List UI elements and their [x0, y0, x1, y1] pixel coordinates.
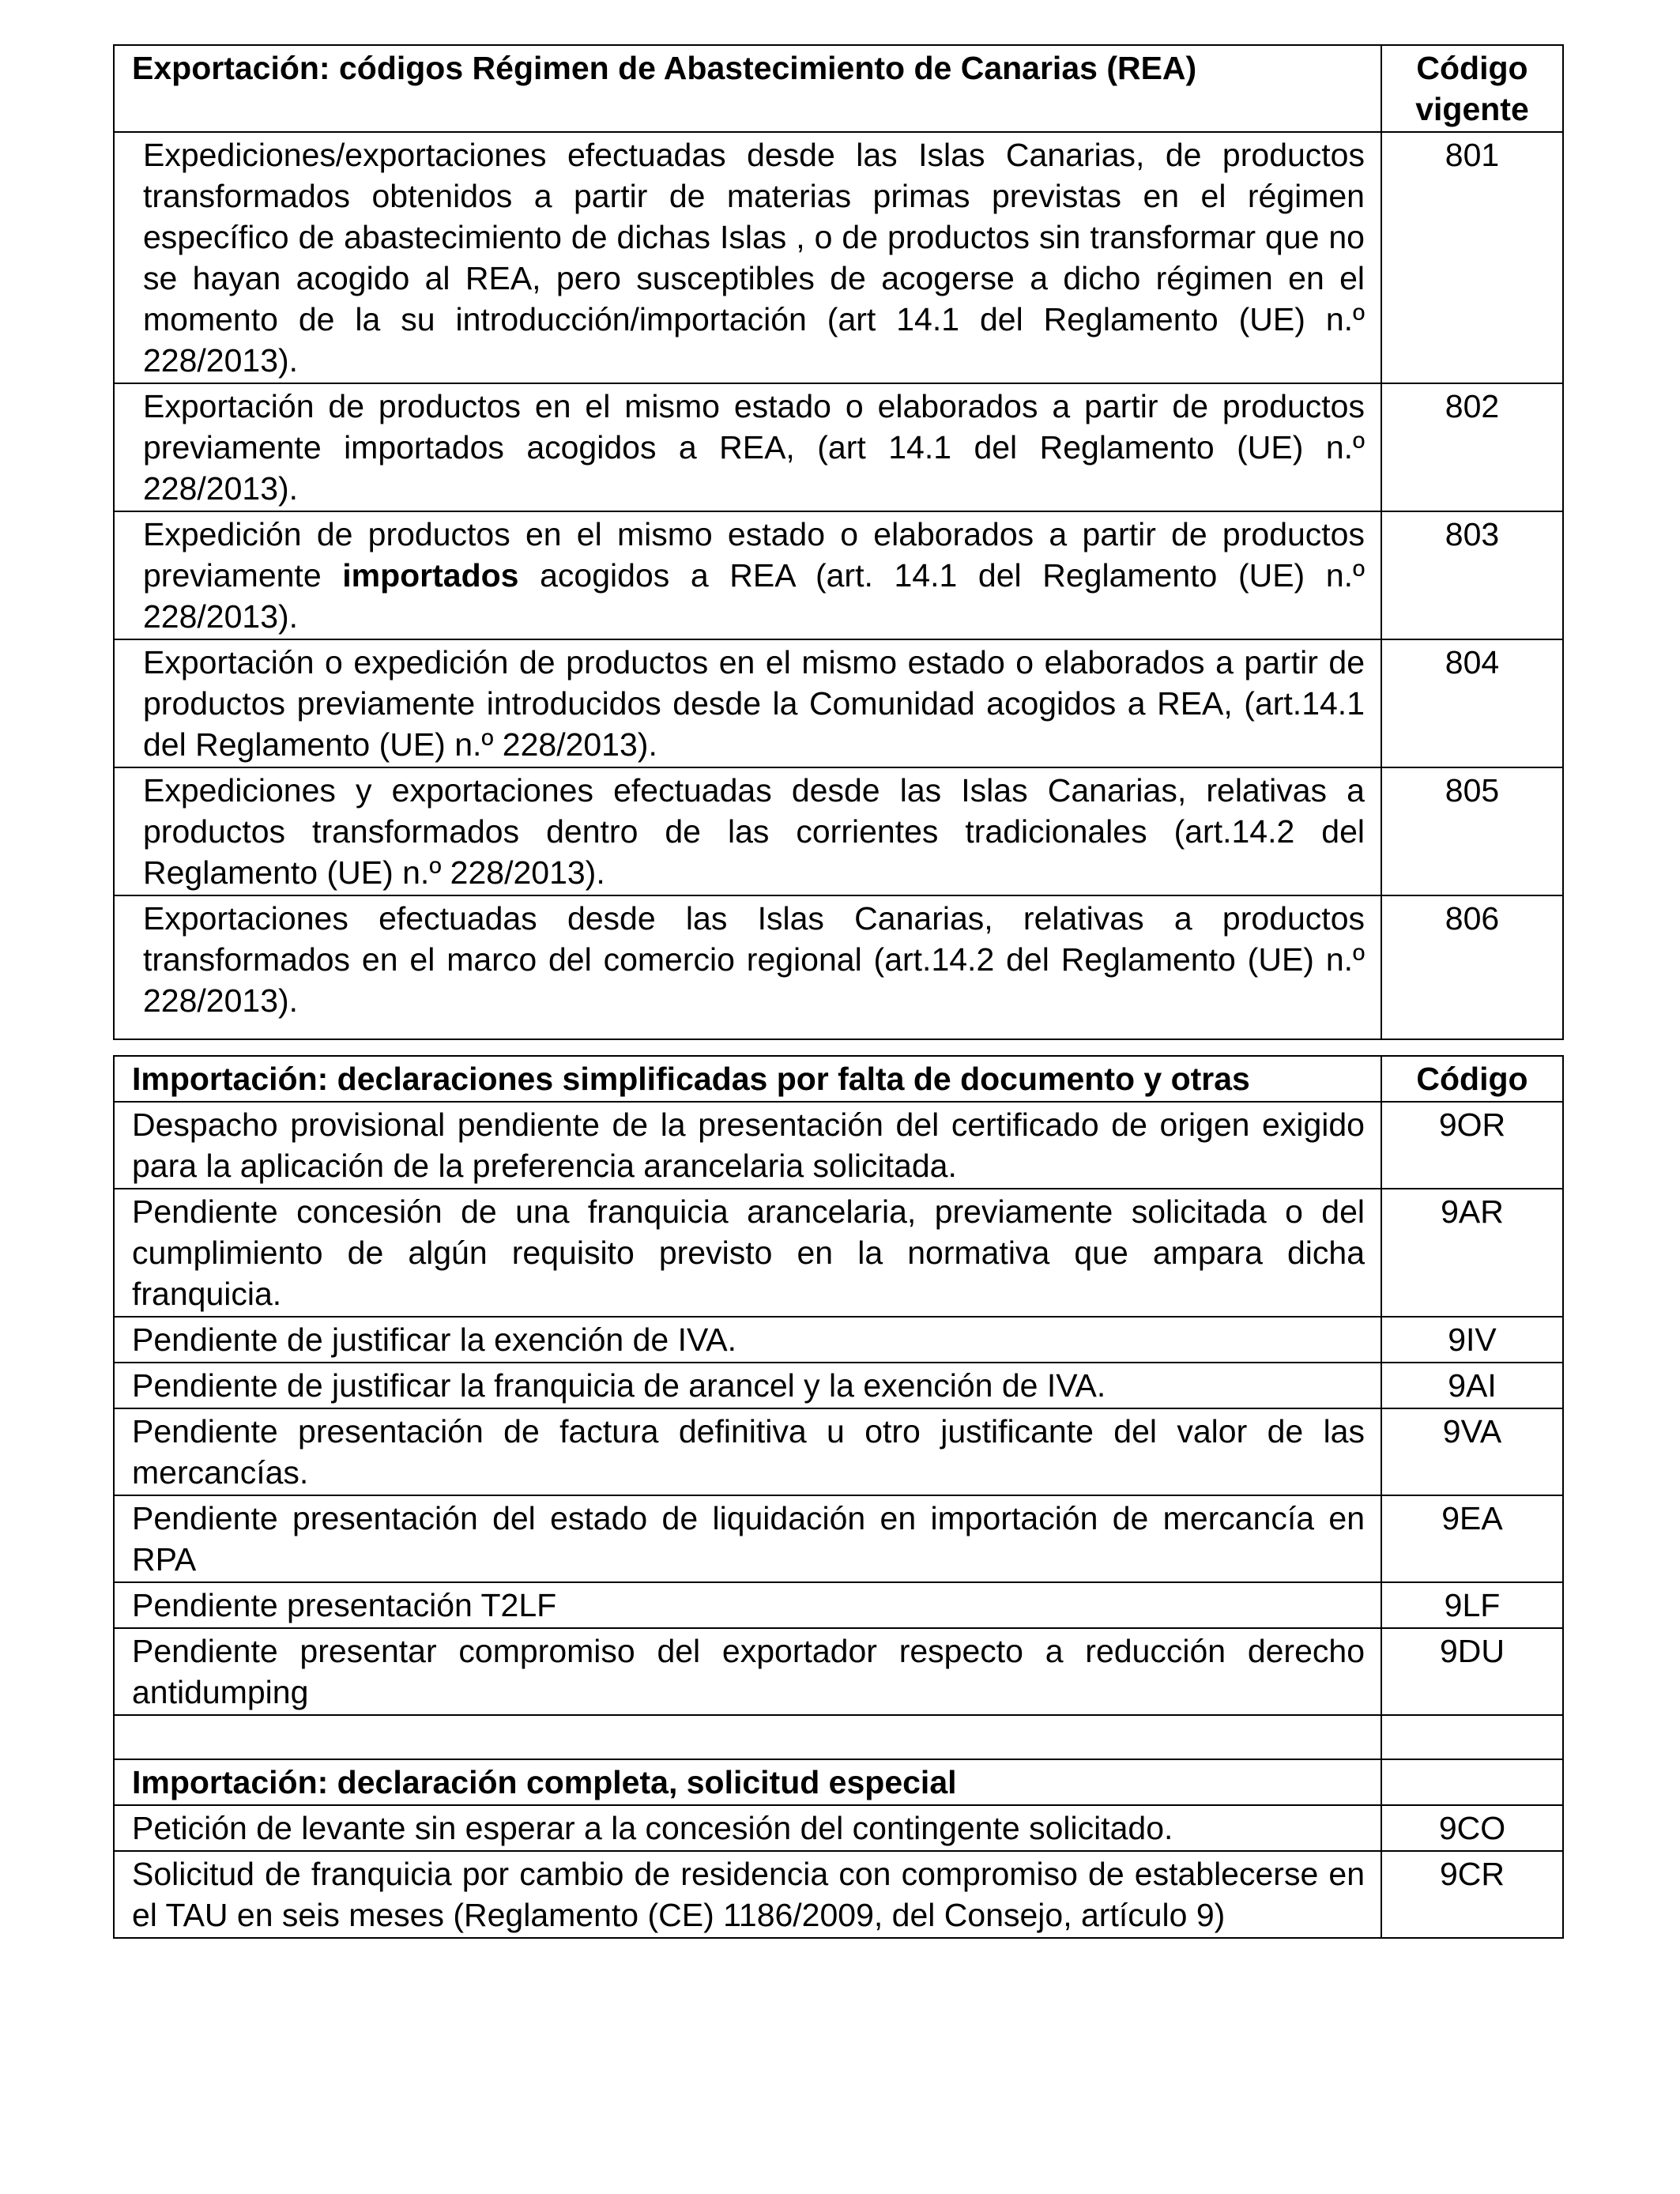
row-description: Expediciones y exportaciones efectuadas desde las Islas Canarias, relativas a productos transformados dentro de las corrientes tradicionales (art.14.2 del Reglamento (UE) n.º 228/2013).: [114, 767, 1381, 895]
table-row: [114, 1189, 1563, 1317]
table-row: [114, 383, 1563, 511]
empty-row: [114, 1715, 1563, 1759]
section-header-row: [114, 1759, 1563, 1805]
row-code: 802: [1381, 383, 1563, 511]
empty-cell: [1381, 1715, 1563, 1759]
table-row: [114, 1408, 1563, 1495]
row-code: 803: [1381, 511, 1563, 639]
table-row: [114, 511, 1563, 639]
row-description: Expediciones/exportaciones efectuadas desde las Islas Canarias, de productos transformados obtenidos a partir de materias primas previstas en el régimen específico de abastecimiento de dichas Islas , o de productos sin transformar que no se hayan acogido al REA, pero susceptibles de acogerse a dicho régimen en el momento de la su introducción/importación (art 14.1 del Reglamento (UE) n.º 228/2013).: [114, 132, 1381, 383]
export-table-title: Exportación: códigos Régimen de Abastecimiento de Canarias (REA): [114, 45, 1381, 132]
row-code: 9AI: [1381, 1363, 1563, 1408]
table-header-row: [114, 1056, 1563, 1102]
code-column-header: Código: [1381, 1056, 1563, 1102]
row-description: Pendiente de justificar la franquicia de arancel y la exención de IVA.: [114, 1363, 1381, 1408]
row-description: Pendiente de justificar la exención de IVA.: [114, 1317, 1381, 1363]
row-description: Despacho provisional pendiente de la presentación del certificado de origen exigido para la aplicación de la preferencia arancelaria solicitada.: [114, 1102, 1381, 1189]
row-description: Pendiente presentación T2LF: [114, 1582, 1381, 1628]
code-column-header: Código vigente: [1381, 45, 1563, 132]
table-row: [114, 895, 1563, 1039]
export-rea-codes-table: [113, 44, 1564, 1040]
row-code: 9IV: [1381, 1317, 1563, 1363]
table-row: [114, 1851, 1563, 1938]
row-description: Solicitud de franquicia por cambio de residencia con compromiso de establecerse en el TAU en seis meses (Reglamento (CE) 1186/2009, del Consejo, artículo 9): [114, 1851, 1381, 1938]
row-code: 805: [1381, 767, 1563, 895]
row-code: 9OR: [1381, 1102, 1563, 1189]
table-row: [114, 1495, 1563, 1582]
row-description-text: Expedición de productos en el mismo estado o elaborados a partir de productos previamente: [143, 516, 1365, 594]
row-description: [114, 511, 1381, 639]
row-code: 9AR: [1381, 1189, 1563, 1317]
row-description: Exportación de productos en el mismo estado o elaborados a partir de productos previamente importados acogidos a REA, (art 14.1 del Reglamento (UE) n.º 228/2013).: [114, 383, 1381, 511]
table-header-row: [114, 45, 1563, 132]
row-code: 804: [1381, 639, 1563, 767]
row-description: Pendiente presentar compromiso del exportador respecto a reducción derecho antidumping: [114, 1628, 1381, 1715]
row-description-emphasis: importados: [342, 557, 519, 594]
row-description: Exportaciones efectuadas desde las Islas Canarias, relativas a productos transformados en el marco del comercio regional (art.14.2 del Reglamento (UE) n.º 228/2013).: [114, 895, 1381, 1039]
table-row: [114, 1582, 1563, 1628]
table-row: [114, 132, 1563, 383]
empty-cell: [1381, 1759, 1563, 1805]
table-row: [114, 767, 1563, 895]
row-code: 9LF: [1381, 1582, 1563, 1628]
table-row: [114, 1363, 1563, 1408]
row-code: 9EA: [1381, 1495, 1563, 1582]
table-row: [114, 1102, 1563, 1189]
row-code: 9VA: [1381, 1408, 1563, 1495]
row-code: 9DU: [1381, 1628, 1563, 1715]
table-row: [114, 639, 1563, 767]
import-table-title: Importación: declaraciones simplificadas por falta de documento y otras: [114, 1056, 1381, 1102]
row-code: 9CR: [1381, 1851, 1563, 1938]
table-row: [114, 1628, 1563, 1715]
row-description: Pendiente presentación de factura definitiva u otro justificante del valor de las mercancías.: [114, 1408, 1381, 1495]
row-code: 806: [1381, 895, 1563, 1039]
import-simplified-codes-table: [113, 1055, 1564, 1939]
table-row: [114, 1317, 1563, 1363]
section-title: Importación: declaración completa, solicitud especial: [114, 1759, 1381, 1805]
row-description: Exportación o expedición de productos en el mismo estado o elaborados a partir de productos previamente introducidos desde la Comunidad acogidos a REA, (art.14.1 del Reglamento (UE) n.º 228/2013).: [114, 639, 1381, 767]
row-description: Petición de levante sin esperar a la concesión del contingente solicitado.: [114, 1805, 1381, 1851]
row-code: 801: [1381, 132, 1563, 383]
empty-cell: [114, 1715, 1381, 1759]
row-code: 9CO: [1381, 1805, 1563, 1851]
row-description: Pendiente concesión de una franquicia arancelaria, previamente solicitada o del cumplimiento de algún requisito previsto en la normativa que ampara dicha franquicia.: [114, 1189, 1381, 1317]
row-description-text: acogidos a REA (art. 14.1 del Reglamento (UE) n.º 228/2013).: [143, 557, 1365, 635]
table-row: [114, 1805, 1563, 1851]
row-description: Pendiente presentación del estado de liquidación en importación de mercancía en RPA: [114, 1495, 1381, 1582]
